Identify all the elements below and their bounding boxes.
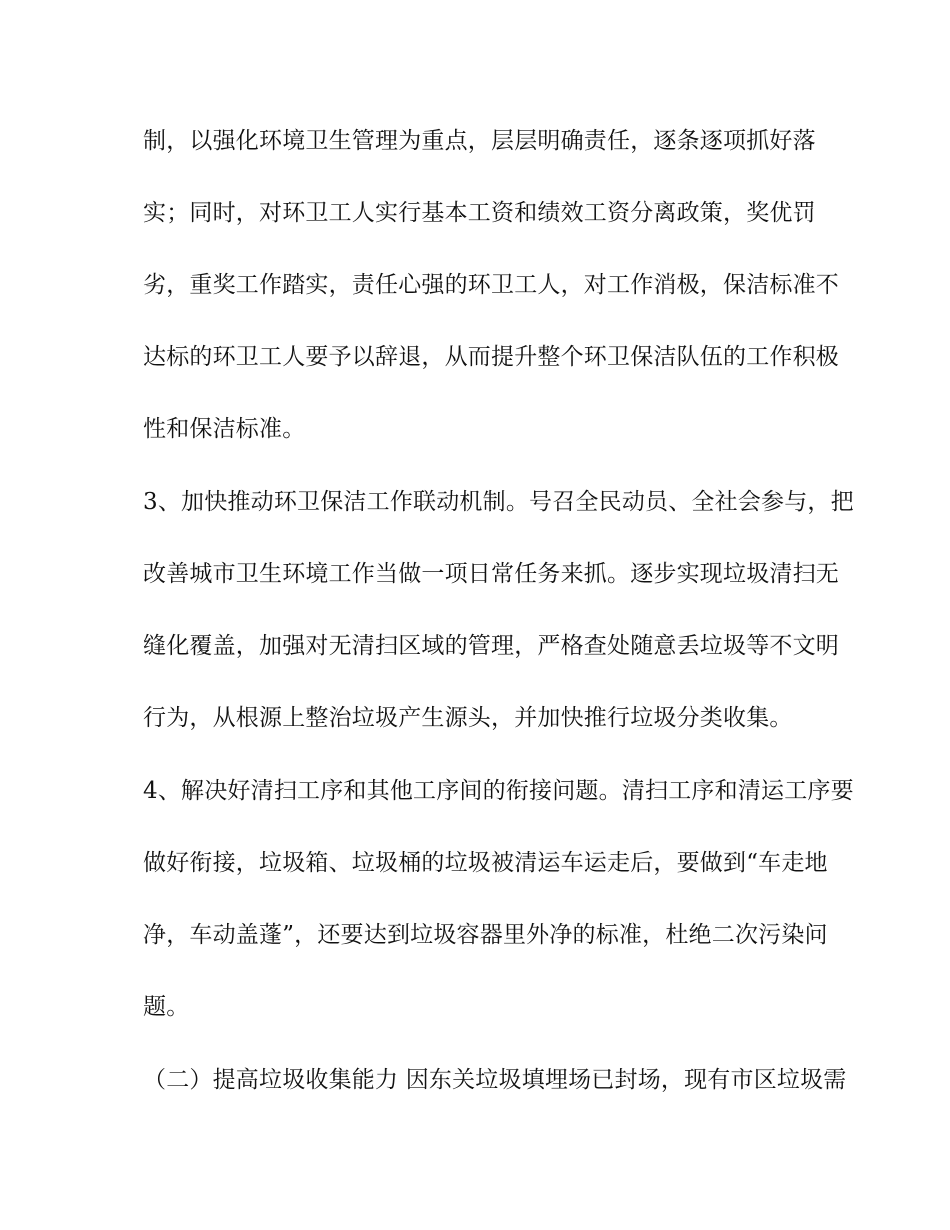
text-line: （二）提高垃圾收集能力 因东关垃圾填埋场已封场，现有市区垃圾需 <box>143 1067 847 1093</box>
text-line: 实；同时，对环卫工人实行基本工资和绩效工资分离政策，奖优罚 <box>143 200 816 226</box>
text-line: 做好衔接，垃圾箱、垃圾桶的垃圾被清运车运走后，要做到“车走地 <box>143 850 828 876</box>
text-line: 性和保洁标准。 <box>143 416 306 442</box>
text-line: 改善城市卫生环境工作当做一项日常任务来抓。逐步实现垃圾清扫无 <box>143 561 839 587</box>
text-line: 净，车动盖蓬”，还要达到垃圾容器里外净的标准，杜绝二次污染问 <box>143 922 828 948</box>
text-line: 制，以强化环境卫生管理为重点，层层明确责任，逐条逐项抓好落 <box>143 128 816 154</box>
text-line: 行为，从根源上整治垃圾产生源头，并加快推行垃圾分类收集。 <box>143 705 793 731</box>
text-line: 劣，重奖工作踏实，责任心强的环卫工人，对工作消极，保洁标准不 <box>143 272 839 298</box>
text-line: 达标的环卫工人要予以辞退，从而提升整个环卫保洁队伍的工作积极 <box>143 344 839 370</box>
text-line: 缝化覆盖，加强对无清扫区域的管理，严格查处随意丢垃圾等不文明 <box>143 633 839 659</box>
text-line: 4、解决好清扫工序和其他工序间的衔接问题。清扫工序和清运工序要 <box>143 778 854 804</box>
text-line: 题。 <box>143 994 190 1020</box>
text-line: 3、加快推动环卫保洁工作联动机制。号召全民动员、全社会参与，把 <box>143 489 854 515</box>
